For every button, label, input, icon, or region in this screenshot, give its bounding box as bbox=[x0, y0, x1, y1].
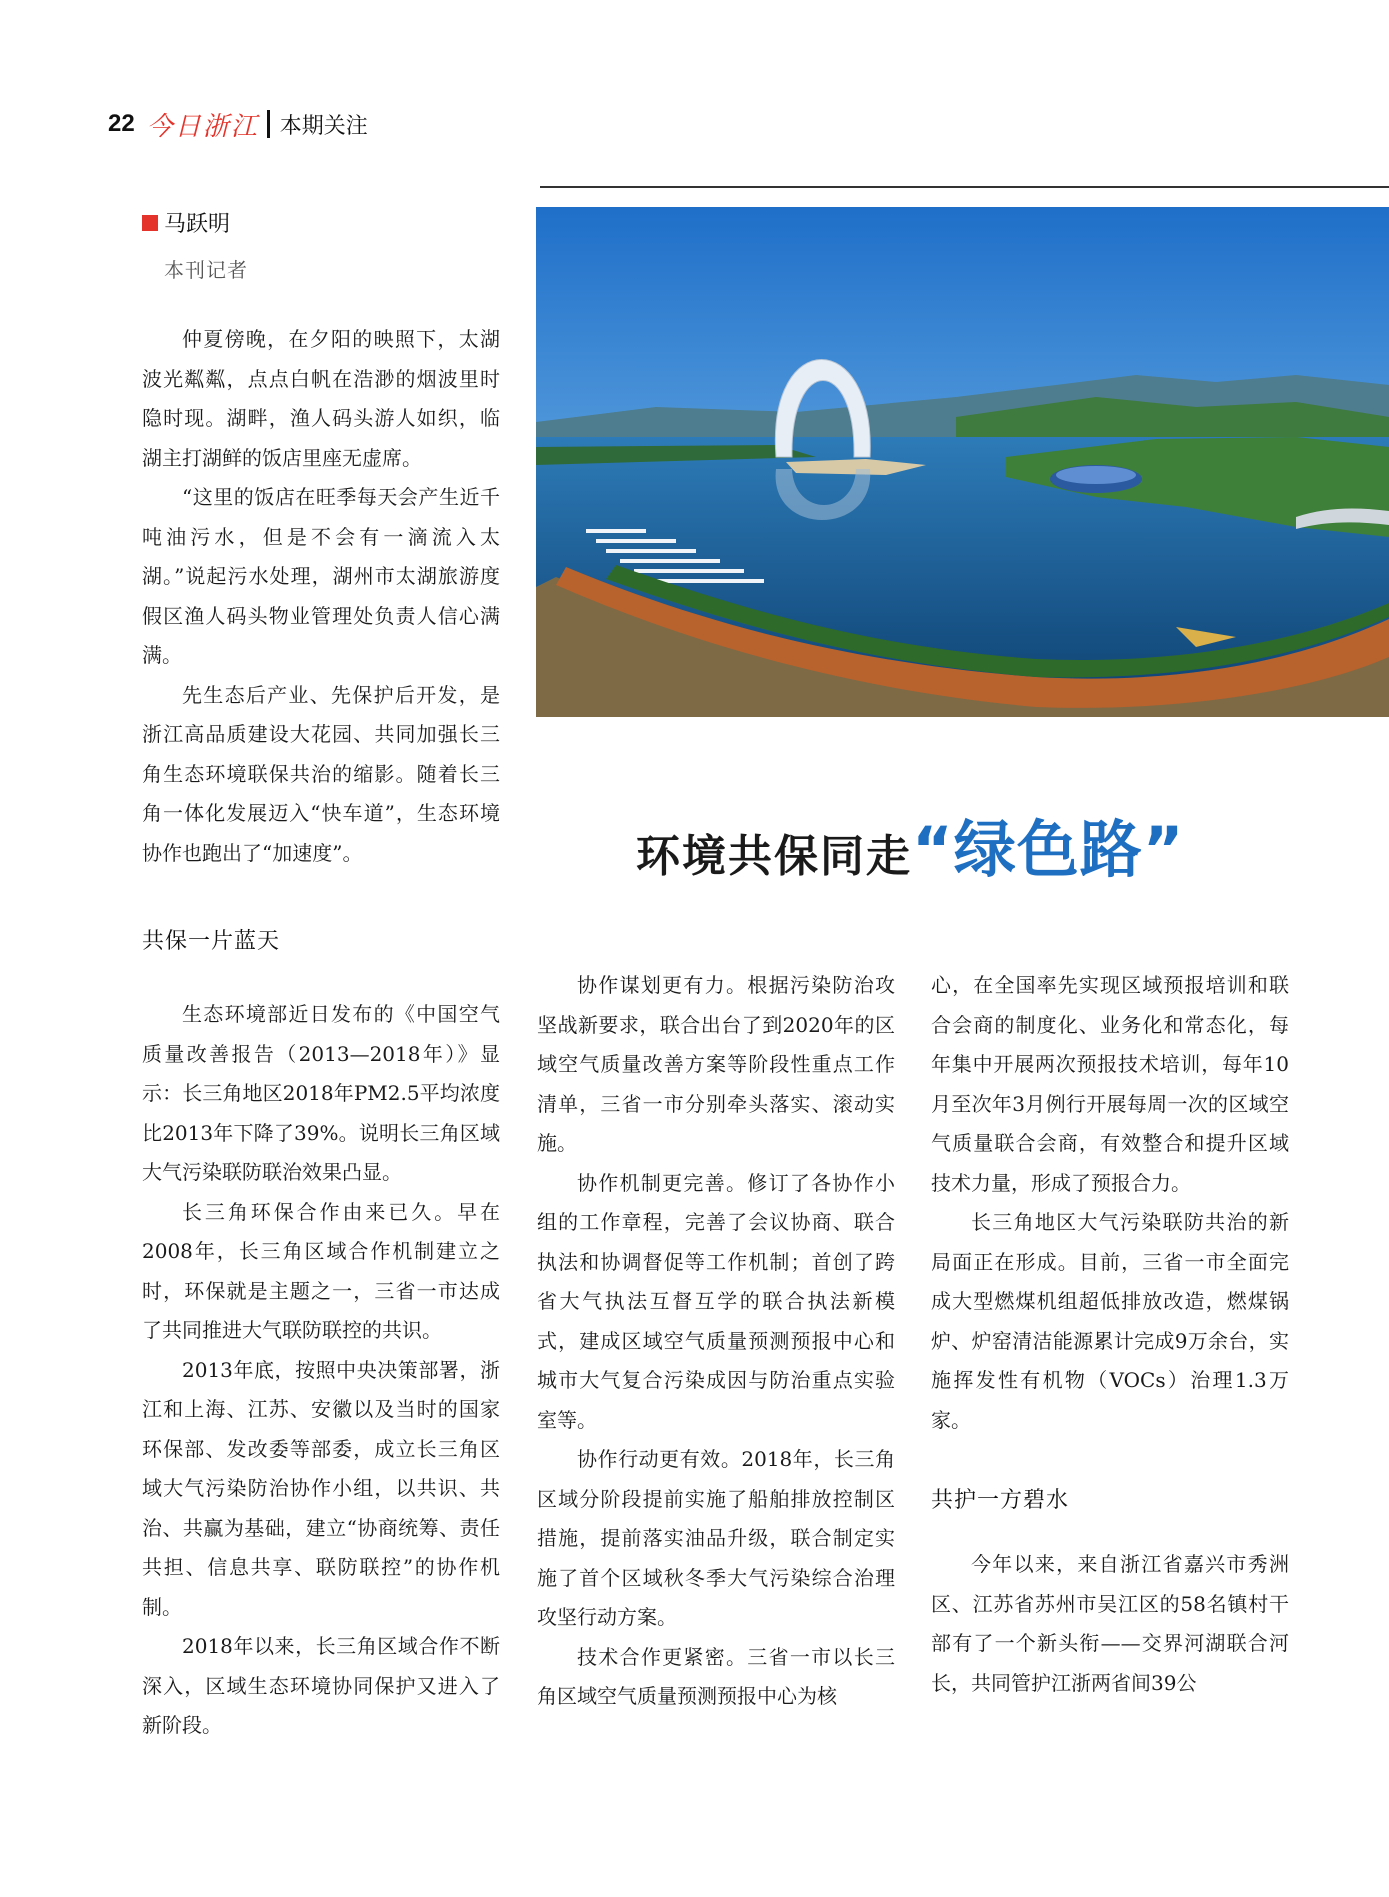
paragraph: 协作谋划更有力。根据污染防治攻坚战新要求，联合出台了到2020年的区域空气质量改善方案等阶段性重点工作清单，三省一市分别牵头落实、滚动实施。 bbox=[537, 973, 895, 1155]
column-3-tail bbox=[931, 1545, 1289, 1703]
paragraph: 长三角环保合作由来已久。早在2008年，长三角区域合作机制建立之时，环保就是主题之一，三省一市达成了共同推进大气联防联控的共识。 bbox=[142, 1199, 500, 1342]
paragraph: 2018年以来，长三角区域合作不断深入，区域生态环境协同保护又进入了新阶段。 bbox=[142, 1634, 500, 1737]
paragraph: 心，在全国率先实现区域预报培训和联合会商的制度化、业务化和常态化，每年集中开展两次预报技术培训，每年10月至次年3月例行开展每周一次的区域空气质量联合会商，有效整合和提升区域技术力量，形成了预报合力。 bbox=[931, 973, 1289, 1195]
magazine-logo: 今日浙江 bbox=[146, 111, 259, 142]
author-role: 本刊记者 bbox=[164, 258, 248, 282]
author-block bbox=[142, 207, 248, 283]
paragraph: 生态环境部近日发布的《中国空气质量改善报告（2013—2018年）》显示：长三角地区2018年PM2.5平均浓度比2013年下降了39%。说明长三角区域大气污染联防联治效果凸显。 bbox=[142, 1002, 500, 1184]
page-header bbox=[108, 104, 368, 144]
column-1-intro bbox=[142, 320, 500, 873]
paragraph: 协作机制更完善。修订了各协作小组的工作章程，完善了会议协商、联合执法和协调督促等工作机制；首创了跨省大气执法互督互学的联合执法新模式，建成区域空气质量预测预报中心和城市大气复合污染成因与防治重点实验室等。 bbox=[537, 1170, 895, 1432]
page-number: 22 bbox=[108, 110, 135, 137]
paragraph: 2013年底，按照中央决策部署，浙江和上海、江苏、安徽以及当时的国家环保部、发改委等部委，成立长三角区域大气污染防治协作小组，以共识、共治、共赢为基础，建立“协商统筹、责任共担、信息共享、联防联控”的协作机制。 bbox=[142, 1357, 500, 1619]
column-1-body bbox=[142, 995, 500, 1746]
paragraph: 今年以来，来自浙江省嘉兴市秀洲区、江苏省苏州市吴江区的58名镇村干部有了一个新头衔——交界河湖联合河长，共同管护江浙两省间39公 bbox=[931, 1552, 1289, 1695]
subheading-blue-sky: 共保一片蓝天 bbox=[142, 929, 281, 954]
header-divider bbox=[267, 110, 270, 138]
paragraph: 仲夏傍晚，在夕阳的映照下，太湖波光粼粼，点点白帆在浩渺的烟波里时隐时现。湖畔，渔人码头游人如织，临湖主打湖鲜的饭店里座无虚席。 bbox=[142, 327, 500, 470]
section-name: 本期关注 bbox=[279, 113, 368, 139]
subheading-clear-water: 共护一方碧水 bbox=[931, 1488, 1070, 1513]
column-2-body bbox=[537, 966, 895, 1717]
paragraph: 长三角地区大气污染联防共治的新局面正在形成。目前，三省一市全面完成大型燃煤机组超低排放改造，燃煤锅炉、炉窑清洁能源累计完成9万余台，实施挥发性有机物（VOCs）治理1.3万家。 bbox=[931, 1210, 1289, 1432]
column-3-body bbox=[931, 966, 1289, 1440]
top-rule bbox=[540, 186, 1389, 188]
red-square-icon bbox=[142, 215, 158, 231]
paragraph: 技术合作更紧密。三省一市以长三角区域空气质量预测预报中心为核 bbox=[537, 1644, 895, 1708]
title-part-2: “绿色路” bbox=[912, 813, 1185, 886]
landscape-photo bbox=[536, 207, 1389, 717]
paragraph: 协作行动更有效。2018年，长三角区域分阶段提前实施了船舶排放控制区措施，提前落实油品升级，联合制定实施了首个区域秋冬季大气污染综合治理攻坚行动方案。 bbox=[537, 1447, 895, 1629]
title-part-1: 环境共保同走 bbox=[636, 831, 912, 882]
paragraph: “这里的饭店在旺季每天会产生近千吨油污水，但是不会有一滴流入太湖。”说起污水处理，湖州市太湖旅游度假区渔人码头物业管理处负责人信心满满。 bbox=[142, 485, 500, 667]
paragraph: 先生态后产业、先保护后开发，是浙江高品质建设大花园、共同加强长三角生态环境联保共治的缩影。随着长三角一体化发展迈入“快车道”，生态环境协作也跑出了“加速度”。 bbox=[142, 682, 500, 865]
author-name: 马跃明 bbox=[164, 212, 231, 237]
lake-scene-illustration bbox=[536, 207, 1389, 717]
article-title bbox=[636, 800, 1185, 889]
